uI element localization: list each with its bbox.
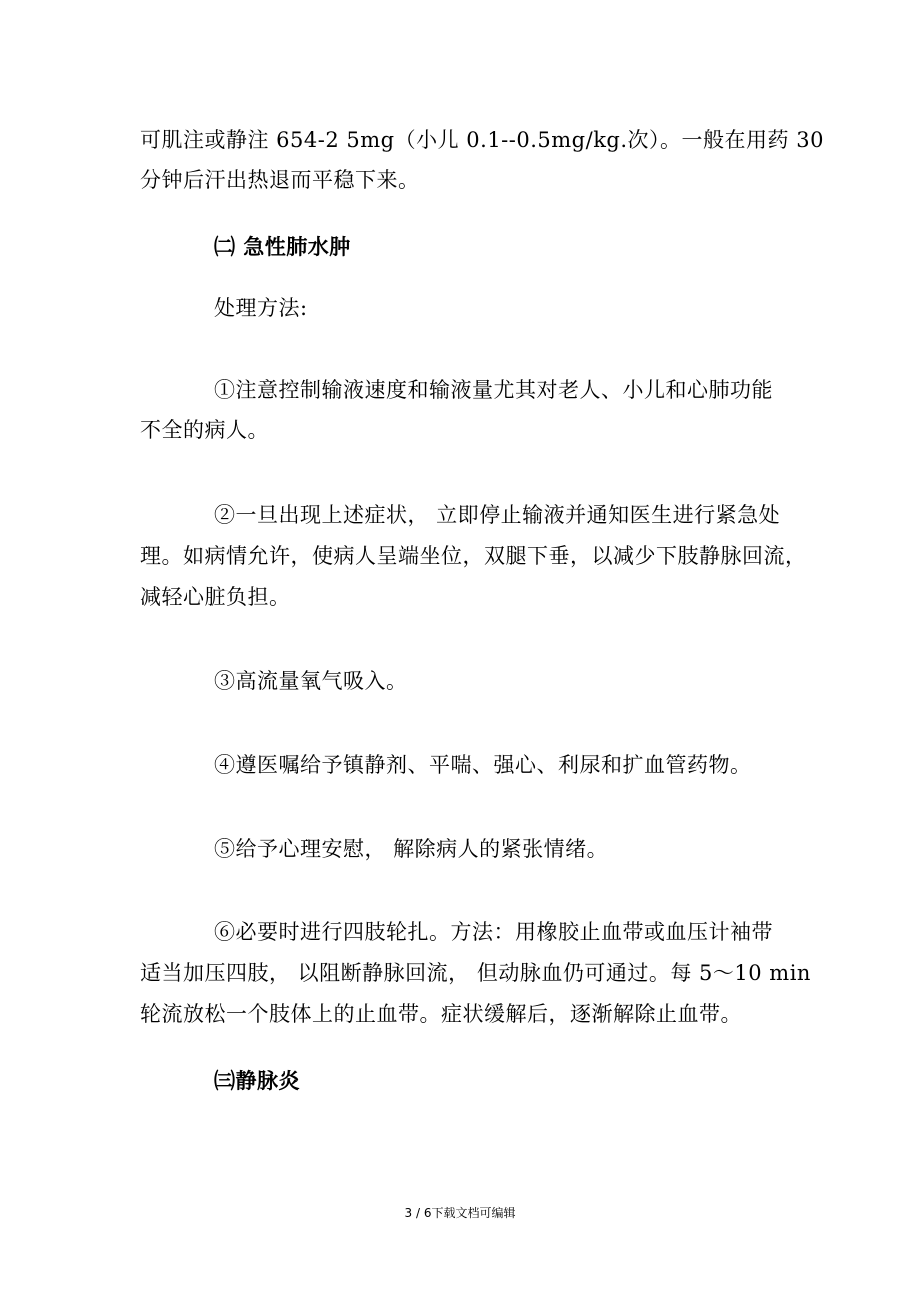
list-item-line: 适当加压四肢， 以阻断静脉回流， 但动脉血仍可通过。每 5～10 min (140, 961, 811, 985)
list-item-line: ⑤给予心理安慰， 解除病人的紧张情绪。 (214, 837, 609, 861)
list-item-line: ③高流量氧气吸入。 (214, 669, 408, 693)
list-item-line: ①注意控制输液速度和输液量尤其对老人、小儿和心肺功能 (214, 378, 773, 402)
list-item-line: 不全的病人。 (140, 418, 269, 442)
list-item-line: 理。如病情允许，使病人呈端坐位，双腿下垂，以减少下肢静脉回流， (140, 544, 807, 568)
list-item-line: ⑥必要时进行四肢轮扎。方法：用橡胶止血带或血压计袖带 (214, 920, 773, 944)
section-heading-acute-pulmonary-edema: ㈡ 急性肺水肿 (214, 235, 351, 259)
paragraph-line: 分钟后汗出热退而平稳下来。 (140, 168, 420, 192)
list-item-line: 轮流放松一个肢体上的止血带。症状缓解后，逐渐解除止血带。 (140, 1002, 742, 1026)
list-item-line: ④遵医嘱给予镇静剂、平喘、强心、利尿和扩血管药物。 (214, 753, 752, 777)
list-item-line: ②一旦出现上述症状， 立即停止输液并通知医生进行紧急处 (214, 503, 781, 527)
paragraph-line: 可肌注或静注 654-2 5mg（小儿 0.1--0.5mg/kg.次）。一般在用药 30 (140, 128, 824, 152)
list-item-line: 减轻心脏负担。 (140, 585, 291, 609)
paragraph-line: 处理方法: (214, 296, 308, 320)
section-heading-phlebitis: ㈢静脉炎 (214, 1069, 300, 1093)
page-footer: 3 / 6下载文档可编辑 (404, 1206, 516, 1220)
